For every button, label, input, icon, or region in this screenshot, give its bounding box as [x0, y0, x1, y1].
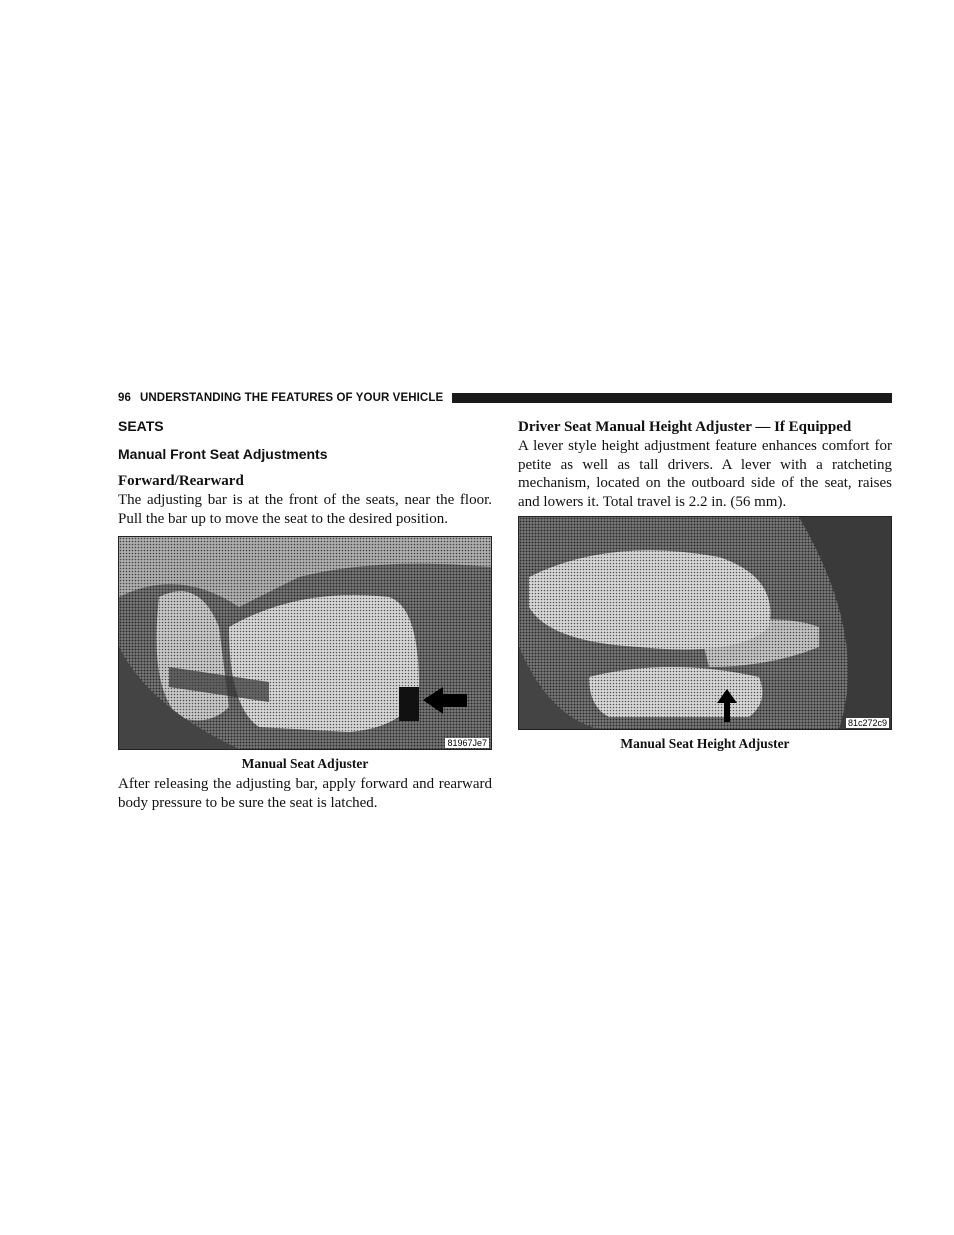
seat-height-adjuster-photo	[518, 516, 892, 730]
page-header	[118, 390, 892, 406]
paragraph-after-releasing: After releasing the adjusting bar, apply forward and rearward body pressure to be sure the seat is latched.	[118, 776, 492, 811]
paragraph-adjusting-bar: The adjusting bar is at the front of the seats, near the floor. Pull the bar up to move the seat to the desired position.	[118, 492, 492, 527]
paragraph-lever-style: A lever style height adjustment feature enhances comfort for petite as well as tall drivers. A lever with a ratcheting mechanism, located on the outboard side of the seat, raises and lowers it. Total travel is 2.2 in. (56 mm).	[518, 438, 892, 510]
header-rule	[452, 393, 892, 403]
section-title: SEATS	[118, 418, 164, 434]
figure-caption-manual-seat-height-adjuster: Manual Seat Height Adjuster	[620, 736, 790, 752]
figure-caption-manual-seat-adjuster: Manual Seat Adjuster	[241, 756, 369, 772]
topic-title-height-adjuster: Driver Seat Manual Height Adjuster — If Equipped	[518, 419, 852, 435]
left-column	[118, 418, 492, 812]
right-column	[518, 418, 892, 752]
subsection-title: Manual Front Seat Adjustments	[118, 446, 328, 462]
figure-code: 81c272c9	[847, 718, 887, 729]
running-title: UNDERSTANDING THE FEATURES OF YOUR VEHICLE	[140, 392, 444, 404]
figure-code: 81967Je7	[447, 738, 487, 749]
seat-adjuster-photo	[118, 536, 492, 750]
page-number: 96	[118, 392, 131, 404]
topic-title-forward-rearward: Forward/Rearward	[118, 473, 244, 489]
